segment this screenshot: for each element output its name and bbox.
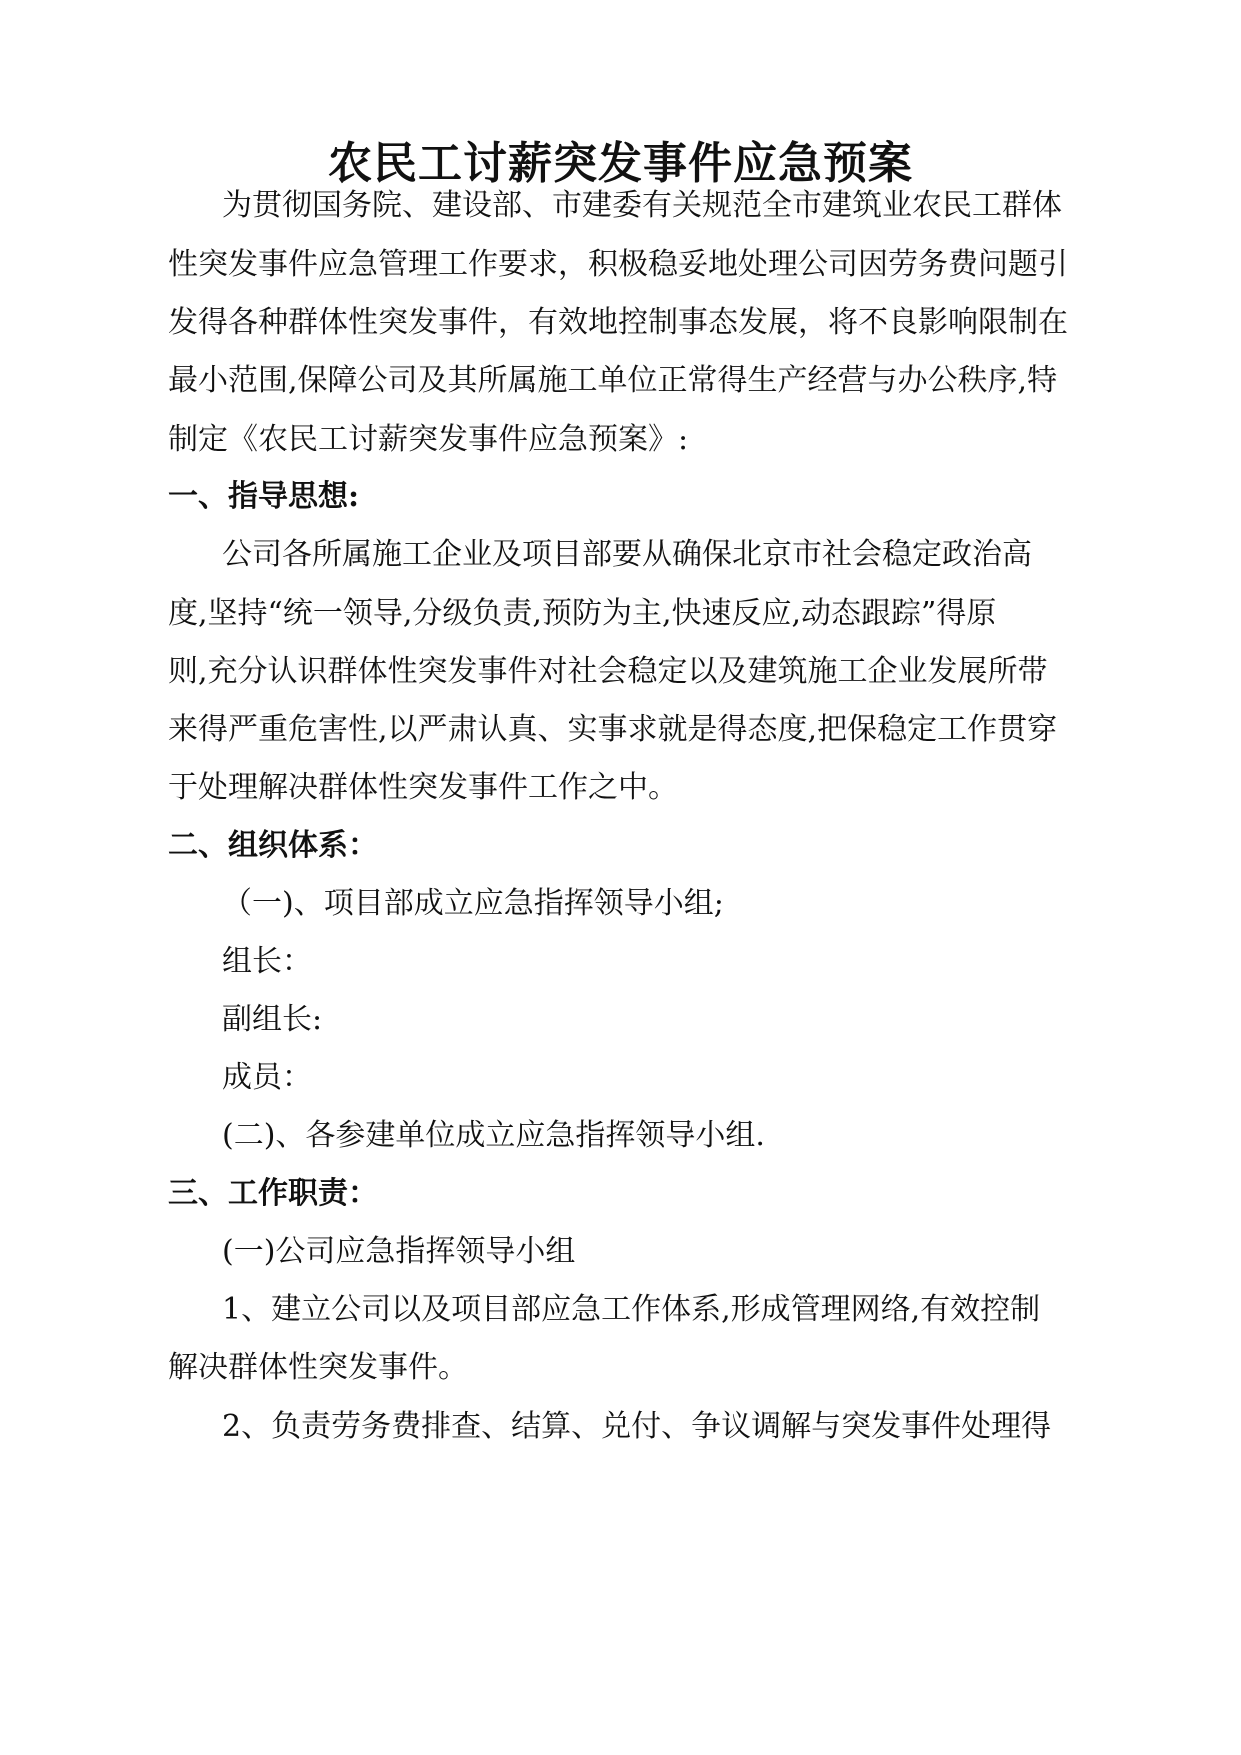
group-leader-label: 组长： bbox=[222, 944, 312, 979]
body-line-9: 来得严重危害性,以严肃认真、实事求就是得态度,把保稳定工作贯穿 bbox=[168, 712, 1058, 747]
section-heading-3: 三、工作职责： bbox=[168, 1176, 378, 1211]
subsection-2: (二)、各参建单位成立应急指挥领导小组. bbox=[222, 1118, 765, 1153]
body-line-4: 最小范围,保障公司及其所属施工单位正常得生产经营与办公秩序,特 bbox=[168, 363, 1058, 398]
document-title: 农民工讨薪突发事件应急预案 bbox=[328, 138, 913, 189]
body-line-13: 2、负责劳务费排查、结算、兑付、争议调解与突发事件处理得 bbox=[222, 1409, 1052, 1444]
body-line-2: 性突发事件应急管理工作要求，积极稳妥地处理公司因劳务费问题引 bbox=[168, 247, 1068, 282]
body-line-3: 发得各种群体性突发事件，有效地控制事态发展，将不良影响限制在 bbox=[168, 305, 1068, 340]
body-line-10: 于处理解决群体性突发事件工作之中。 bbox=[168, 770, 678, 805]
body-line-6: 公司各所属施工企业及项目部要从确保北京市社会稳定政治高 bbox=[222, 537, 1032, 572]
body-line-12: 解决群体性突发事件。 bbox=[168, 1350, 468, 1385]
body-line-7: 度,坚持“统一领导,分级负责,预防为主,快速反应,动态跟踪”得原 bbox=[168, 596, 997, 631]
body-line-5: 制定《农民工讨薪突发事件应急预案》: bbox=[168, 422, 689, 457]
body-line-11: 1、建立公司以及项目部应急工作体系,形成管理网络,有效控制 bbox=[222, 1292, 1041, 1327]
section-heading-2: 二、组织体系： bbox=[168, 828, 378, 863]
body-line-8: 则,充分认识群体性突发事件对社会稳定以及建筑施工企业发展所带 bbox=[168, 654, 1048, 689]
deputy-leader-label: 副组长: bbox=[222, 1002, 323, 1037]
section-heading-1: 一、指导思想: bbox=[168, 479, 360, 514]
members-label: 成员： bbox=[222, 1060, 312, 1095]
subsection-1: （一)、项目部成立应急指挥领导小组; bbox=[222, 886, 724, 921]
body-line-1: 为贯彻国务院、建设部、市建委有关规范全市建筑业农民工群体 bbox=[222, 188, 1062, 223]
subsection-3: (一)公司应急指挥领导小组 bbox=[222, 1234, 576, 1269]
